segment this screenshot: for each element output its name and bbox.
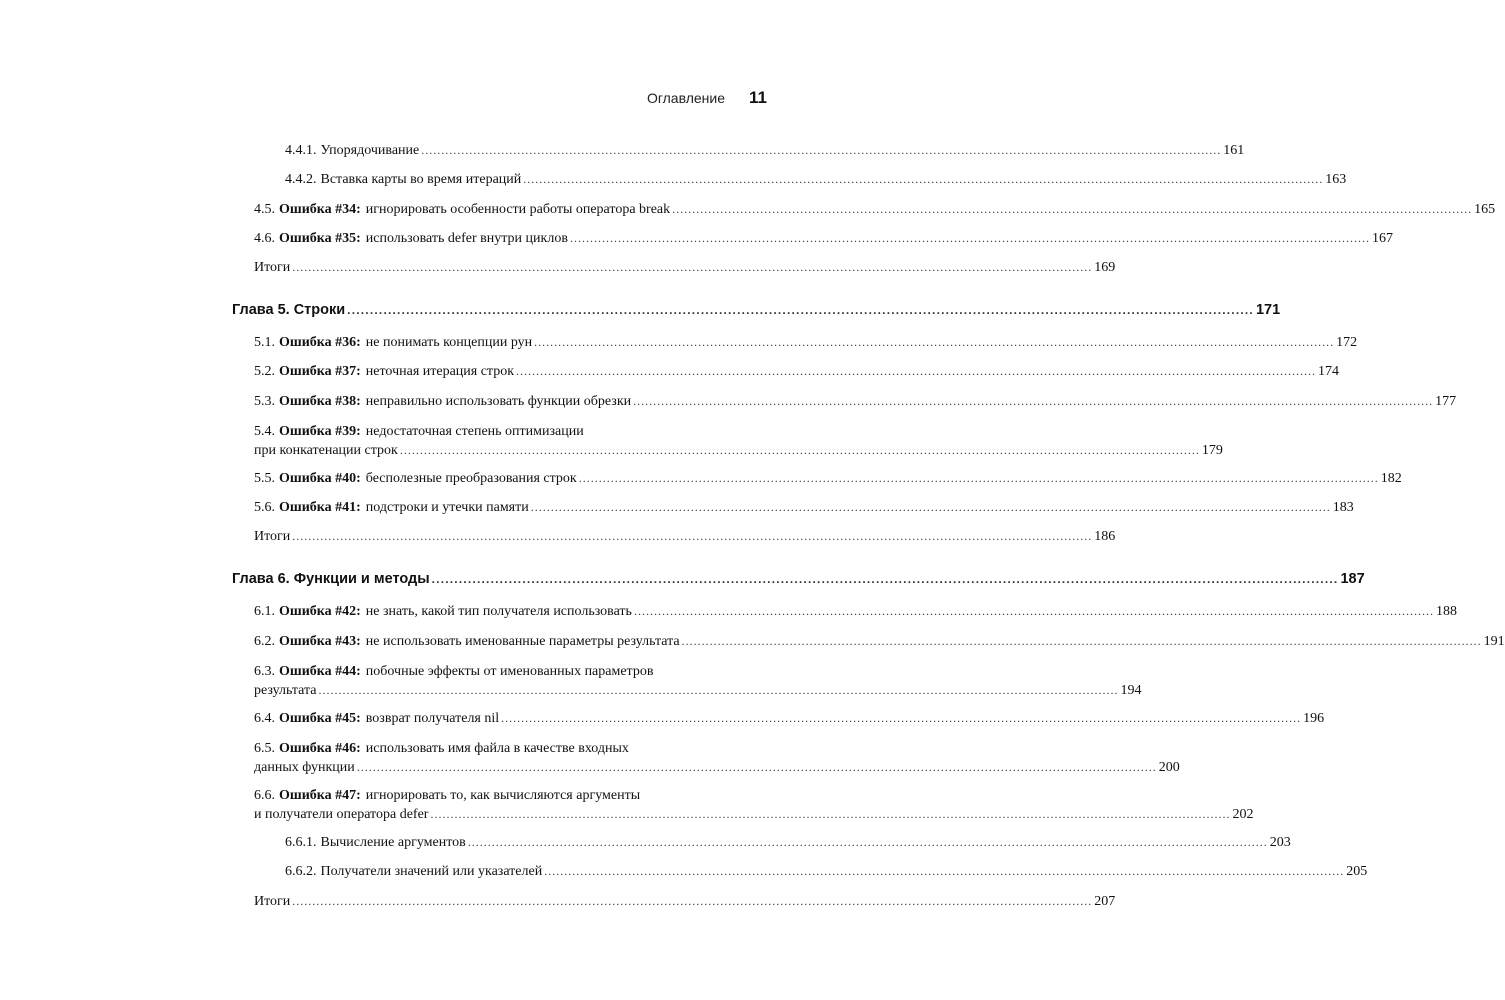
dot-leader: ........................................................................................................................................................................................................ [292, 894, 1093, 908]
entry-page: 167 [1371, 231, 1393, 246]
entry-title: побочные эффекты от именованных параметров [365, 664, 654, 679]
entry-title: использовать defer внутри циклов [365, 231, 568, 246]
dot-leader: ........................................................................................................................................................................................................ [356, 760, 1157, 774]
entry-number: 5.2. [254, 364, 275, 379]
dot-leader: ........................................................................................................................................................................................................ [569, 231, 1370, 245]
dot-leader: ........................................................................................................................................................................................................ [530, 500, 1331, 514]
dot-leader: ........................................................................................................................................................................................................ [292, 529, 1093, 543]
entry-title: Вычисление аргументов [320, 835, 466, 850]
dot-leader: ........................................................................................................................................................................................................ [633, 394, 1434, 408]
entry-number: 6.6.2. [285, 864, 317, 879]
entry-number: 6.1. [254, 604, 275, 619]
entry-title: Получатели значений или указателей [320, 864, 543, 879]
entry-title: Вставка карты во время итераций [320, 172, 522, 187]
mistake-label: Ошибка #39: [279, 424, 361, 439]
dot-leader: ........................................................................................................................................................................................................ [544, 864, 1345, 878]
mistake-label: Ошибка #47: [279, 788, 361, 803]
mistake-label: Ошибка #40: [279, 471, 361, 486]
entry-number: 4.6. [254, 231, 275, 246]
chapter-title: Глава 6. Функции и методы [232, 571, 430, 587]
entry-number: 5.3. [254, 394, 275, 409]
toc-entry [254, 258, 1116, 277]
entry-page: 186 [1094, 529, 1116, 544]
toc-entry [254, 422, 1223, 460]
entry-title: не использовать именованные параметры результата [365, 634, 680, 649]
dot-leader: ........................................................................................................................................................................................................ [421, 143, 1222, 157]
toc-entry [254, 632, 1505, 651]
entry-page: 161 [1223, 143, 1245, 158]
toc-entry [285, 170, 1347, 189]
entry-title-continued: данных функции [254, 760, 355, 775]
mistake-label: Ошибка #43: [279, 634, 361, 649]
toc-entry [254, 786, 1254, 824]
header-section-title: Оглавление [646, 90, 726, 106]
toc-entry [254, 662, 1142, 700]
entry-page: 177 [1435, 394, 1457, 409]
entry-title: не знать, какой тип получателя использовать [365, 604, 632, 619]
toc-entry [254, 739, 1180, 777]
toc-entry [285, 833, 1291, 852]
dot-leader: ........................................................................................................................................................................................................ [467, 835, 1268, 849]
toc-entry [254, 602, 1457, 621]
dot-leader: ........................................................................................................................................................................................................ [292, 260, 1093, 274]
entry-number: 6.2. [254, 634, 275, 649]
dot-leader: ........................................................................................................................................................................................................ [672, 202, 1473, 216]
dot-leader: ........................................................................................................................................................................................................ [534, 335, 1335, 349]
entry-title: не понимать концепции рун [365, 335, 533, 350]
dot-leader: ........................................................................................................................................................................................................ [578, 471, 1379, 485]
entry-title: возврат получателя nil [365, 711, 500, 726]
entry-number: 6.4. [254, 711, 275, 726]
dot-leader: ........................................................................................................................................................................................................ [347, 303, 1254, 317]
dot-leader: ........................................................................................................................................................................................................ [633, 604, 1434, 618]
mistake-label: Ошибка #44: [279, 664, 361, 679]
entry-page: 203 [1269, 835, 1291, 850]
dot-leader: ........................................................................................................................................................................................................ [681, 634, 1482, 648]
dot-leader: ........................................................................................................................................................................................................ [431, 572, 1339, 586]
dot-leader: ........................................................................................................................................................................................................ [516, 364, 1317, 378]
entry-page: 196 [1303, 711, 1325, 726]
entry-title: Итоги [254, 529, 291, 544]
entry-number: 6.5. [254, 741, 275, 756]
entry-page: 191 [1483, 634, 1505, 649]
entry-page: 179 [1201, 443, 1223, 458]
entry-number: 6.6.1. [285, 835, 317, 850]
mistake-label: Ошибка #35: [279, 231, 361, 246]
entry-title: неточная итерация строк [365, 364, 515, 379]
entry-number: 5.6. [254, 500, 275, 515]
entry-number: 5.4. [254, 424, 275, 439]
entry-page: 165 [1474, 202, 1496, 217]
entry-number: 4.5. [254, 202, 275, 217]
dot-leader: ........................................................................................................................................................................................................ [399, 443, 1200, 457]
dot-leader: ........................................................................................................................................................................................................ [501, 711, 1302, 725]
entry-page: 200 [1158, 760, 1180, 775]
entry-page: 169 [1094, 260, 1116, 275]
chapter-page: 171 [1255, 302, 1281, 318]
toc-entry [254, 200, 1496, 219]
entry-title: игнорировать то, как вычисляются аргументы [365, 788, 641, 803]
entry-page: 174 [1318, 364, 1340, 379]
dot-leader: ........................................................................................................................................................................................................ [523, 172, 1324, 186]
toc-entry [254, 498, 1354, 517]
mistake-label: Ошибка #34: [279, 202, 361, 217]
dot-leader: ........................................................................................................................................................................................................ [318, 683, 1119, 697]
mistake-label: Ошибка #45: [279, 711, 361, 726]
chapter-title: Глава 5. Строки [232, 302, 346, 318]
entry-title: игнорировать особенности работы оператора break [365, 202, 671, 217]
entry-number: 4.4.1. [285, 143, 317, 158]
entry-title: Итоги [254, 894, 291, 909]
toc-entry [254, 709, 1325, 728]
entry-number: 5.5. [254, 471, 275, 486]
entry-title-continued: результата [254, 683, 317, 698]
entry-page: 172 [1336, 335, 1358, 350]
entry-page: 183 [1332, 500, 1354, 515]
entry-page: 202 [1232, 807, 1254, 822]
entry-page: 163 [1325, 172, 1347, 187]
entry-page: 205 [1346, 864, 1368, 879]
mistake-label: Ошибка #38: [279, 394, 361, 409]
chapter-page: 187 [1340, 571, 1365, 587]
mistake-label: Ошибка #42: [279, 604, 361, 619]
entry-title-continued: и получатели оператора defer [254, 807, 429, 822]
mistake-label: Ошибка #41: [279, 500, 361, 515]
page-number: 11 [749, 88, 767, 107]
toc-entry [254, 392, 1457, 411]
dot-leader: ........................................................................................................................................................................................................ [430, 807, 1231, 821]
toc-entry [254, 229, 1393, 248]
entry-page: 194 [1120, 683, 1142, 698]
mistake-label: Ошибка #36: [279, 335, 361, 350]
entry-number: 6.3. [254, 664, 275, 679]
entry-title: Итоги [254, 260, 291, 275]
entry-title: использовать имя файла в качестве входных [365, 741, 629, 756]
toc-entry [285, 141, 1245, 160]
entry-title: недостаточная степень оптимизации [365, 424, 584, 439]
toc-entry [285, 862, 1368, 881]
toc-chapter [232, 570, 1365, 589]
entry-page: 188 [1435, 604, 1457, 619]
entry-number: 6.6. [254, 788, 275, 803]
entry-title: неправильно использовать функции обрезки [365, 394, 632, 409]
mistake-label: Ошибка #37: [279, 364, 361, 379]
entry-title: бесполезные преобразования строк [365, 471, 577, 486]
entry-title: Упорядочивание [320, 143, 420, 158]
toc-entry [254, 892, 1116, 911]
toc-entry [254, 527, 1116, 546]
toc-entry [254, 362, 1340, 381]
entry-number: 4.4.2. [285, 172, 317, 187]
entry-title: подстроки и утечки памяти [365, 500, 529, 515]
entry-title-continued: при конкатенации строк [254, 443, 398, 458]
entry-page: 207 [1094, 894, 1116, 909]
mistake-label: Ошибка #46: [279, 741, 361, 756]
toc-entry [254, 469, 1402, 488]
entry-number: 5.1. [254, 335, 275, 350]
toc-entry [254, 333, 1358, 352]
toc-chapter [232, 301, 1281, 320]
entry-page: 182 [1380, 471, 1402, 486]
